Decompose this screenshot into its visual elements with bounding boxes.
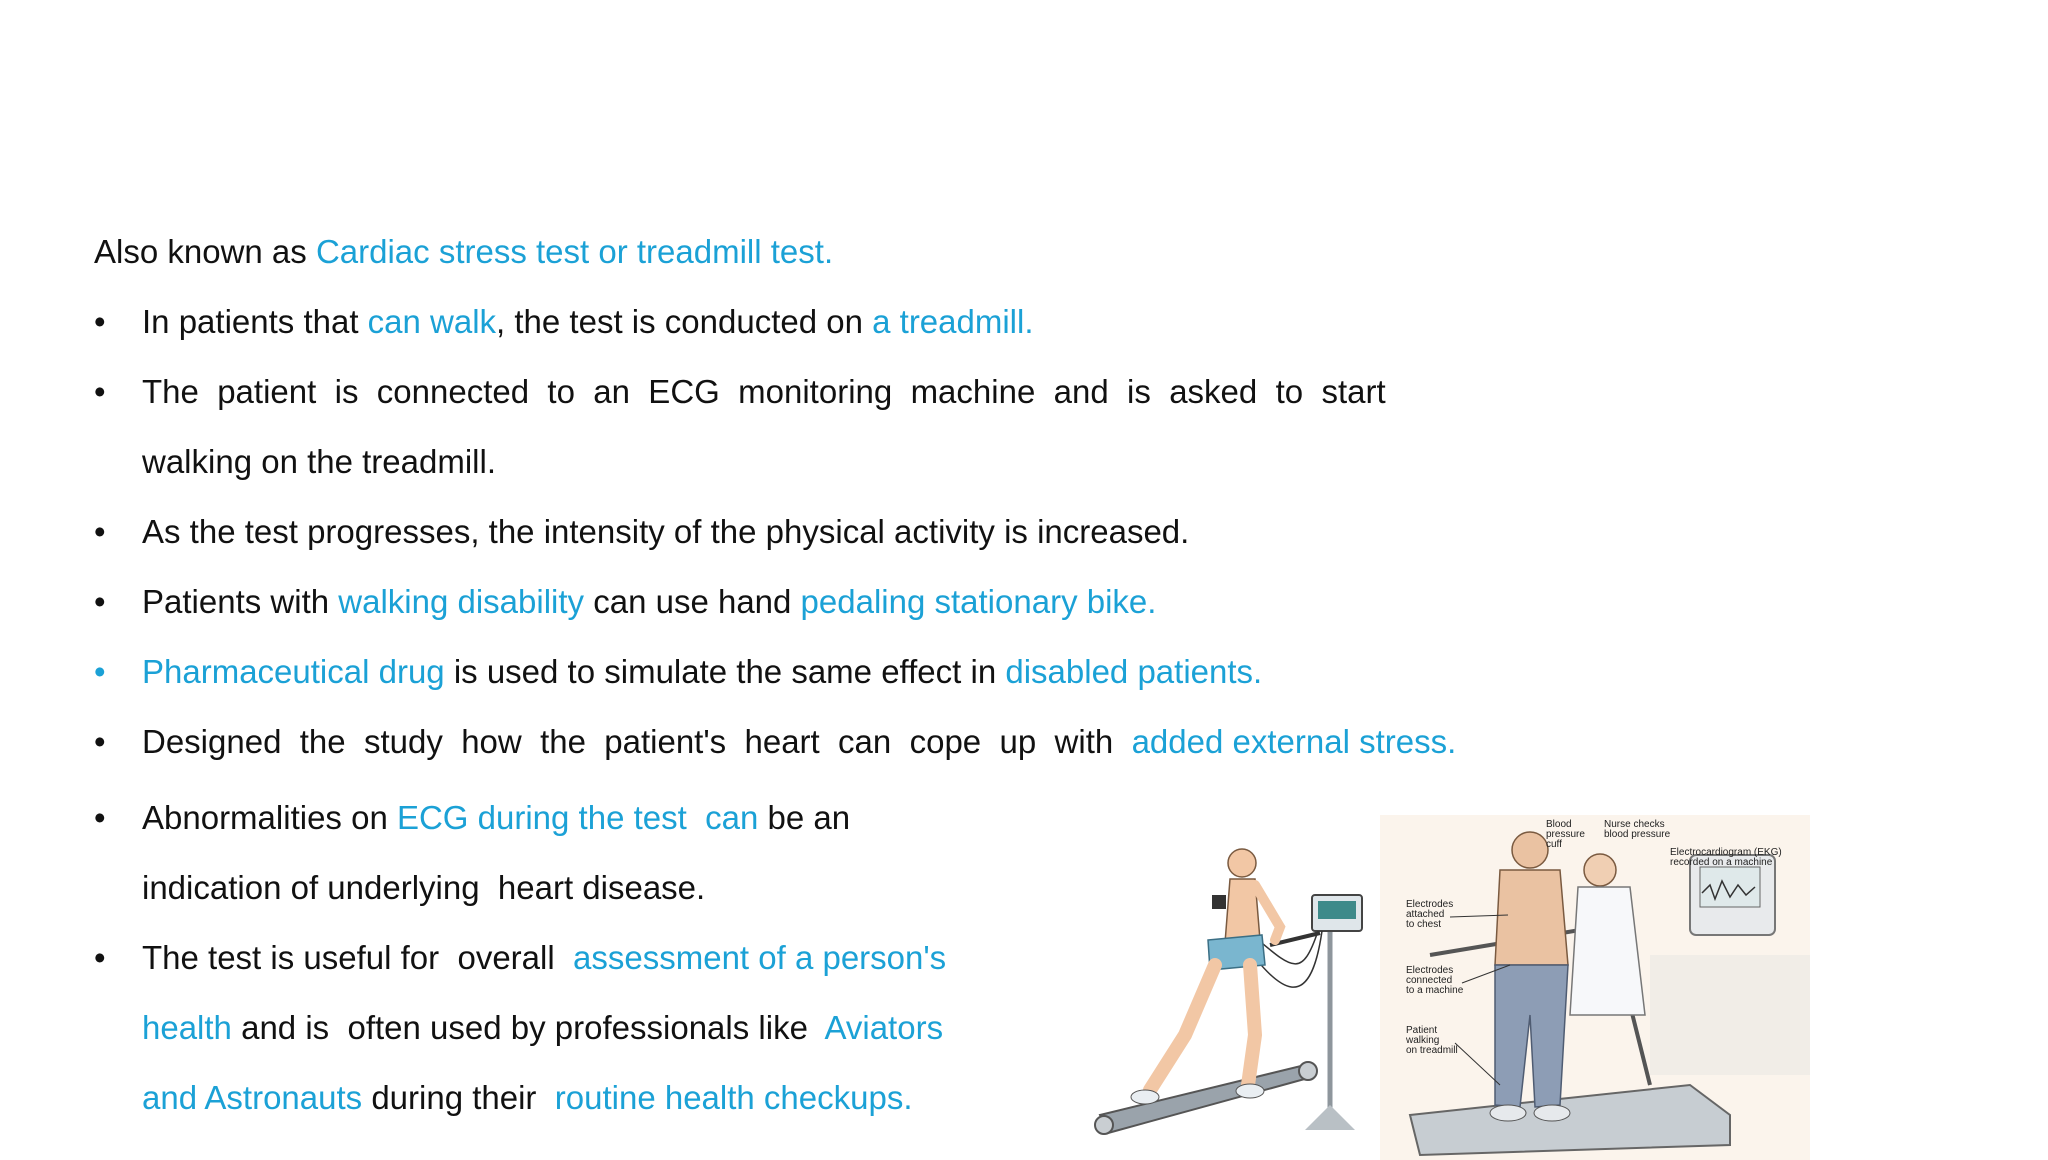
label-blood-pressure-cuff: Blood [1546, 819, 1572, 830]
bullet-8-line-3 [142, 1076, 913, 1120]
highlight-segment: Pharmaceutical drug [142, 653, 445, 690]
bullet-4-text [142, 580, 1156, 624]
bullet-7-line-1 [142, 796, 850, 840]
highlight-segment: can walk [367, 303, 497, 340]
bullet-marker: • [94, 653, 106, 690]
bullet-marker: • [94, 939, 106, 976]
label-text: connected [1406, 975, 1453, 986]
bullet-6-text [142, 720, 1456, 764]
bullet-8-line-1 [142, 936, 946, 980]
text-segment: and is often used by professionals like [231, 1009, 825, 1046]
text-segment: during their [362, 1079, 555, 1116]
highlight-segment: walking disability [338, 583, 585, 620]
bullet-8-line-2 [142, 1006, 943, 1050]
intro-prefix: Also known as [94, 233, 316, 270]
text-segment: is used to simulate the same effect in [444, 653, 1006, 690]
highlight-segment: disabled patients. [1005, 653, 1263, 690]
label-nurse-checks: Nurse checks [1604, 819, 1665, 830]
intro-highlight: Cardiac stress test or treadmill test. [315, 233, 834, 270]
label-text: to a machine [1406, 985, 1464, 996]
text-segment: , the test is conducted on [496, 303, 873, 340]
bullet-marker: • [94, 583, 106, 620]
highlight-segment: assessment of a person's [573, 939, 947, 976]
highlight-segment: pedaling stationary bike. [800, 583, 1157, 620]
patient-nurse-image [1380, 815, 1810, 1160]
label-text: attached [1406, 909, 1445, 920]
intro-line [94, 230, 833, 274]
highlight-segment: ECG during the test can [396, 799, 759, 836]
highlight-segment: and Astronauts [142, 1079, 363, 1116]
bullet-marker: • [94, 799, 106, 836]
bullet-3-text: As the test progresses, the intensity of the physical activity is increased. [142, 513, 1190, 550]
highlight-segment: Aviators [824, 1009, 944, 1046]
bullet-7-line-2: indication of underlying heart disease. [142, 869, 706, 906]
text-segment: Patients with [142, 583, 339, 620]
text-segment: can use hand [584, 583, 801, 620]
bullet-marker: • [94, 513, 106, 550]
text-segment: Abnormalities on [142, 799, 397, 836]
highlight-segment: a treadmill. [872, 303, 1034, 340]
label-electrodes-machine: Electrodes [1406, 965, 1454, 976]
bullet-2-line-1: The patient is connected to an ECG monitoring machine and is asked to start [142, 373, 1386, 410]
label-patient-walking: Patient [1406, 1025, 1438, 1036]
bullet-marker: • [94, 303, 106, 340]
runner-treadmill-image [1090, 815, 1390, 1160]
stress-test-illustration [1090, 815, 1810, 1160]
label-text: on treadmill [1406, 1045, 1458, 1056]
text-segment: be an [758, 799, 851, 836]
bullet-1-text [142, 300, 1034, 344]
bullet-5-text [142, 650, 1262, 694]
label-text: cuff [1546, 839, 1562, 850]
label-text: blood pressure [1604, 829, 1671, 840]
highlight-segment: routine health checkups. [554, 1079, 913, 1116]
text-segment: The test is useful for overall [142, 939, 574, 976]
highlight-segment: health [142, 1009, 232, 1046]
label-text: walking [1406, 1035, 1440, 1046]
bullet-marker: • [94, 723, 106, 760]
label-text: to chest [1406, 919, 1442, 930]
text-segment: In patients that [142, 303, 368, 340]
label-text: pressure [1546, 829, 1585, 840]
bullet-2-line-2: walking on the treadmill. [142, 443, 497, 480]
text-segment: Designed the study how the patient's heart can cope up with [142, 723, 1132, 760]
highlight-segment: added external stress. [1131, 723, 1457, 760]
bullet-marker: • [94, 373, 106, 410]
label-text: recorded on a machine [1670, 857, 1773, 868]
label-electrodes-chest: Electrodes [1406, 899, 1454, 910]
label-ekg: Electrocardiogram (EKG) [1670, 847, 1782, 858]
